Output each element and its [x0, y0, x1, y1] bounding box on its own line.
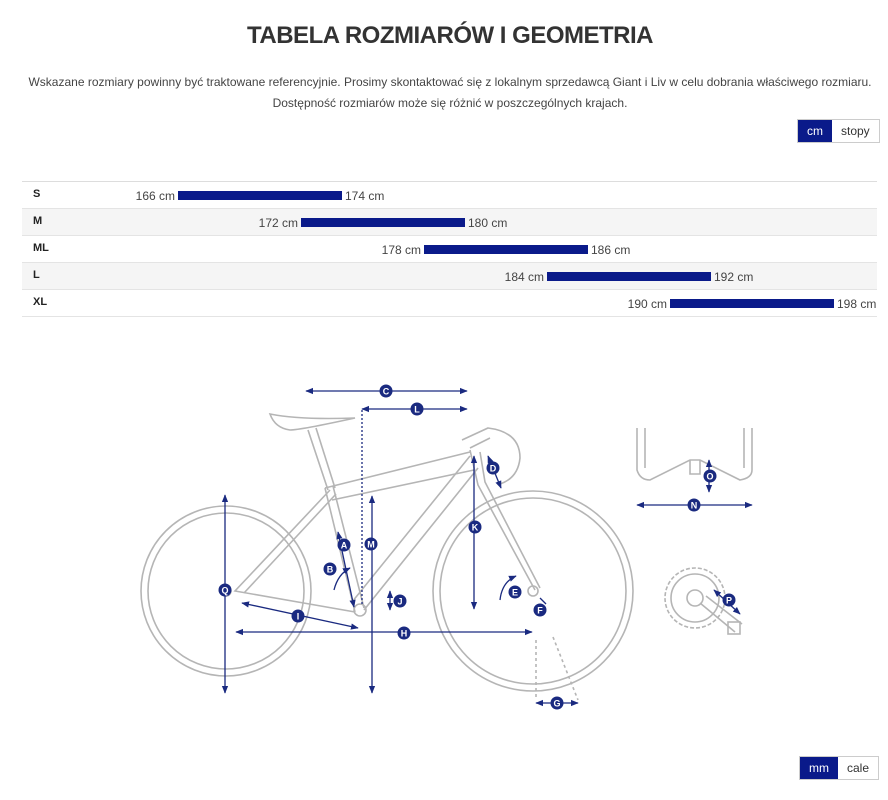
- description-line-2: Dostępność rozmiarów może się różnić w poszczególnych krajach.: [272, 96, 628, 110]
- unit-inch-button[interactable]: cale: [838, 757, 878, 779]
- min-height-label: 190 cm: [627, 297, 667, 311]
- size-row: [22, 263, 877, 290]
- marker-letter: P: [725, 595, 733, 606]
- marker-letter: N: [690, 500, 698, 511]
- height-range-bar: [178, 191, 342, 200]
- marker-letter: C: [382, 386, 390, 397]
- marker-letter: F: [537, 605, 543, 616]
- marker-d: [487, 462, 500, 475]
- marker-letter: O: [706, 471, 714, 482]
- marker-n: [688, 499, 701, 512]
- marker-letter: M: [367, 539, 375, 550]
- max-height-label: 192 cm: [714, 270, 754, 284]
- size-label: ML: [33, 242, 49, 254]
- min-height-label: 172 cm: [258, 216, 298, 230]
- max-height-label: 180 cm: [468, 216, 508, 230]
- height-range-bar: [670, 299, 834, 308]
- marker-letter: A: [340, 540, 348, 551]
- description-line-1: Wskazane rozmiary powinny być traktowane referencyjnie. Prosimy skontaktować się z lokalnym sprzedawcą Giant i Liv w celu dobrania właściwego rozmiaru.: [28, 75, 872, 89]
- marker-letter: K: [471, 522, 479, 533]
- bike-illustration: [141, 414, 633, 700]
- marker-o: [704, 470, 717, 483]
- marker-c: [380, 385, 393, 398]
- max-height-label: 174 cm: [345, 189, 385, 203]
- marker-a: [338, 539, 351, 552]
- marker-letter: J: [397, 596, 403, 607]
- marker-m: [365, 538, 378, 551]
- handlebar-front-view: [637, 428, 752, 480]
- marker-letter: H: [400, 628, 408, 639]
- unit-cm-button[interactable]: cm: [798, 120, 832, 142]
- marker-j: [394, 595, 407, 608]
- page-title: TABELA ROZMIARÓW I GEOMETRIA: [247, 22, 653, 49]
- max-height-label: 186 cm: [591, 243, 631, 257]
- marker-i: [292, 610, 305, 623]
- marker-letter: G: [553, 698, 561, 709]
- height-range-bar: [301, 218, 465, 227]
- size-chart-table: [22, 181, 877, 317]
- size-label: M: [33, 215, 43, 227]
- marker-b: [324, 563, 337, 576]
- marker-p: [723, 594, 736, 607]
- height-unit-toggle: [797, 119, 880, 143]
- marker-e: [509, 586, 522, 599]
- marker-f: [534, 604, 547, 617]
- marker-l: [411, 403, 424, 416]
- size-row: [22, 236, 877, 263]
- unit-mm-button[interactable]: mm: [800, 757, 838, 779]
- marker-k: [469, 521, 482, 534]
- length-unit-toggle: [799, 756, 879, 780]
- size-label: L: [33, 269, 40, 281]
- unit-feet-button[interactable]: stopy: [832, 120, 879, 142]
- marker-letter: L: [414, 404, 420, 415]
- min-height-label: 184 cm: [504, 270, 544, 284]
- min-height-label: 178 cm: [381, 243, 421, 257]
- marker-h: [398, 627, 411, 640]
- min-height-label: 166 cm: [135, 189, 175, 203]
- size-label: S: [33, 188, 41, 200]
- size-label: XL: [33, 296, 48, 308]
- marker-letter: D: [489, 463, 497, 474]
- marker-q: [219, 584, 232, 597]
- marker-letter: B: [326, 564, 334, 575]
- height-range-bar: [547, 272, 711, 281]
- page-description: [0, 72, 888, 114]
- bike-geometry-diagram: [0, 360, 888, 750]
- marker-g: [551, 697, 564, 710]
- height-range-bar: [424, 245, 588, 254]
- marker-letter: E: [511, 587, 519, 598]
- size-row: [22, 290, 877, 317]
- dimension-lines: [225, 391, 752, 703]
- max-height-label: 198 cm: [837, 297, 877, 311]
- size-row: [22, 182, 877, 209]
- marker-letter: I: [296, 611, 300, 622]
- marker-letter: Q: [221, 585, 229, 596]
- size-row: [22, 209, 877, 236]
